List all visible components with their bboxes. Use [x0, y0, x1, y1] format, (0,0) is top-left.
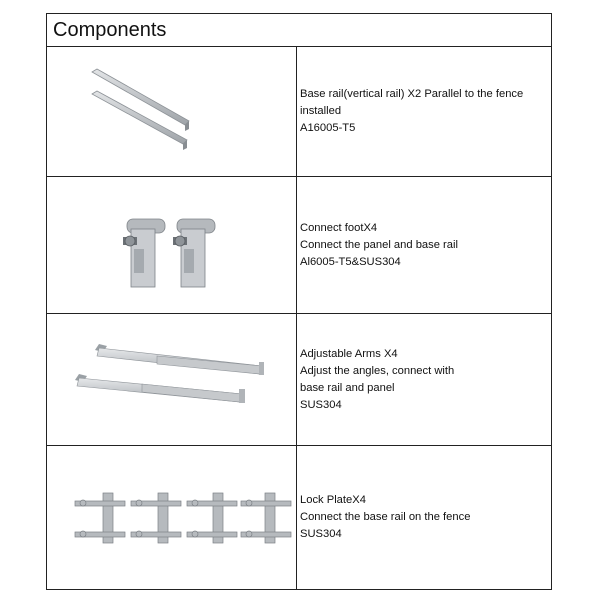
table-row — [47, 47, 551, 177]
lock-plate-image — [47, 446, 297, 589]
row-description: Lock PlateX4 Connect the base rail on the fence SUS304 — [300, 494, 471, 540]
row-description: Adjustable Arms X4 Adjust the angles, connect with base rail and panel SUS304 — [300, 347, 455, 411]
table-row — [47, 446, 551, 589]
row-description: Connect footX4 Connect the panel and base rail Al6005-T5&SUS304 — [300, 221, 458, 268]
table-row — [47, 314, 551, 446]
table-row — [47, 177, 551, 314]
row-description: Base rail(vertical rail) X2 Parallel to the fence installed A16005-T5 — [300, 88, 524, 134]
table-title: Components — [47, 14, 551, 47]
base-rail-image — [47, 47, 297, 176]
components-table — [46, 13, 552, 590]
connect-foot-image — [47, 177, 297, 313]
adjustable-arms-image — [47, 314, 297, 445]
